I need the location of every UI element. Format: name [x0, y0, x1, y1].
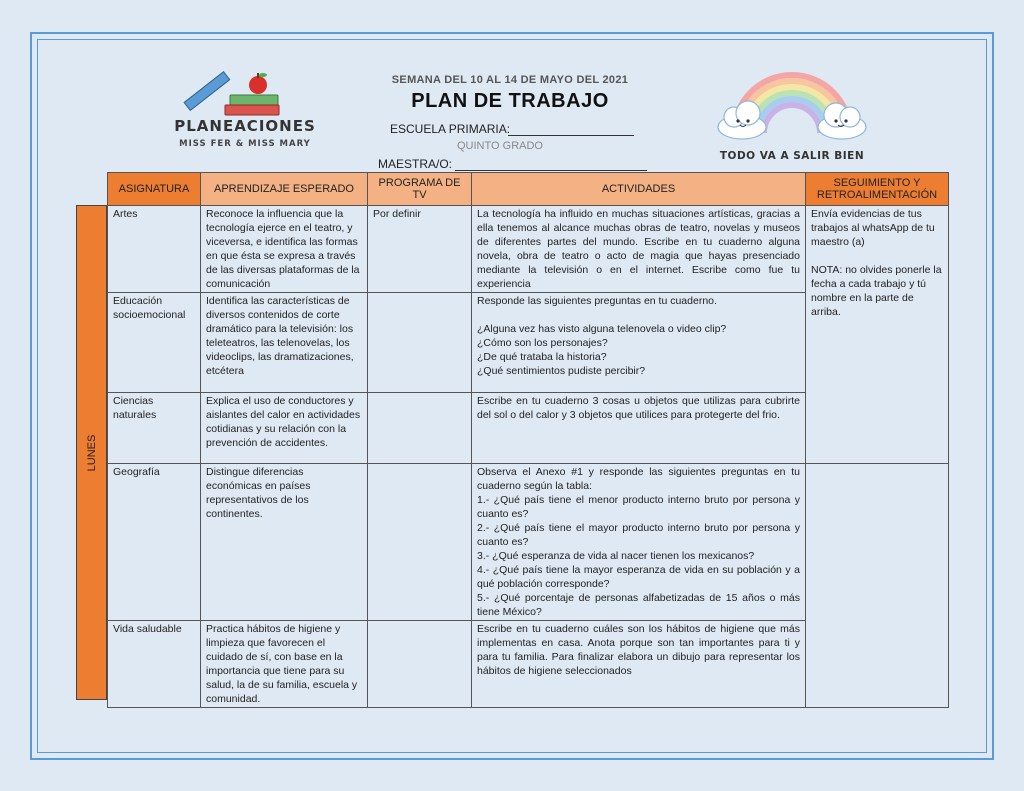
activities-intro: Observa el Anexo #1 y responde las siguientes preguntas en tu cuaderno según la tabla:	[477, 466, 800, 492]
subject-cell: Geografía	[108, 464, 201, 621]
question: 2.- ¿Qué país tiene el mayor producto interno bruto por persona y cuanto es?	[477, 522, 800, 548]
tv-cell	[368, 293, 472, 393]
question: ¿Qué sentimientos pudiste percibir?	[477, 365, 646, 377]
question: 4.- ¿Qué país tiene la mayor esperanza de vida en su población y a qué población corresponde?	[477, 564, 800, 590]
header-activities: ACTIVIDADES	[472, 173, 806, 206]
question: ¿Alguna vez has visto alguna telenovela o video clip?	[477, 323, 727, 335]
tv-cell	[368, 393, 472, 464]
header-followup: SEGUIMIENTO Y RETROALIMENTACIÓN	[806, 173, 949, 206]
tv-cell	[368, 464, 472, 621]
learning-cell: Explica el uso de conductores y aislantes del calor en actividades cotidianas y su relación con la prevención de accidentes.	[201, 393, 368, 464]
subject-cell: Ciencias naturales	[108, 393, 201, 464]
logo-subtitle: MISS FER & MISS MARY	[179, 139, 311, 149]
activities-cell: Escribe en tu cuaderno cuáles son los hábitos de higiene que más implementas en casa. Anota porque son tan importantes para ti y para tu familia. Para finalizar elabora un dibujo para representar los hábitos de higiene seleccionados	[472, 621, 806, 708]
subject-cell: Vida saludable	[108, 621, 201, 708]
learning-cell: Reconoce la influencia que la tecnología ejerce en el teatro, y viceversa, e identifica las formas en que ésta se expresa a través de las diversas plataformas de la comunicación	[201, 206, 368, 293]
activities-cell	[472, 464, 806, 621]
table-row	[108, 464, 949, 621]
tv-cell	[368, 621, 472, 708]
activities-cell: La tecnología ha influido en muchas situaciones artísticas, gracias a ella tenemos al alcance muchas obras de teatro, novelas y museos de diferentes partes del mundo. Escribe en tu cuaderno alguna novela, obra de teatro o acto de magia que hayas presenciado mediante la televisión o en el internet. Escribe como fue tu experiencia	[472, 206, 806, 293]
header-learning: APRENDIZAJE ESPERADO	[201, 173, 368, 206]
followup-empty-cell	[806, 464, 949, 708]
day-column	[76, 205, 107, 700]
followup-text: Envía evidencias de tus trabajos al whatsApp de tu maestro (a)	[811, 208, 935, 248]
question: 1.- ¿Qué país tiene el menor producto interno bruto por persona y cuanto es?	[477, 494, 800, 520]
subject-cell: Educación socioemocional	[108, 293, 201, 393]
week-range: SEMANA DEL 10 AL 14 DE MAYO DEL 2021	[391, 74, 629, 86]
activities-cell	[472, 293, 806, 393]
learning-cell: Identifica las características de diversos contenidos de corte dramático para la televisión: los teleteatros, las telenovelas, los videoclips, las dramatizaciones, etcétera	[201, 293, 368, 393]
followup-note: NOTA: no olvides ponerle la fecha a cada trabajo y tú nombre en la parte de arriba.	[811, 264, 942, 318]
learning-cell: Distingue diferencias económicas en países representativos de los continentes.	[201, 464, 368, 621]
school-blank-line	[508, 135, 634, 136]
school-label: ESCUELA PRIMARIA:	[390, 122, 511, 136]
page-title: PLAN DE TRABAJO	[411, 90, 609, 112]
logo-name: PLANEACIONES	[174, 117, 316, 135]
question: ¿Cómo son los personajes?	[477, 337, 608, 349]
question: ¿De qué trataba la historia?	[477, 351, 607, 363]
activities-intro: Responde las siguientes preguntas en tu cuaderno.	[477, 295, 717, 307]
rainbow-clouds-icon	[712, 55, 872, 150]
teacher-blank-line	[455, 170, 647, 171]
tv-cell: Por definir	[368, 206, 472, 293]
activities-cell: Escribe en tu cuaderno 3 cosas u objetos que utilizas para cubrirte del sol o del calor y 3 objetos que utilices para protegerte del frio.	[472, 393, 806, 464]
question: 5.- ¿Qué porcentaje de personas alfabetizadas de 15 años o más tiene México?	[477, 592, 800, 618]
header-tv: PROGRAMA DE TV	[368, 173, 472, 206]
motivational-text: TODO VA A SALIR BIEN	[719, 150, 865, 162]
followup-cell	[806, 206, 949, 464]
header-subject: ASIGNATURA	[108, 173, 201, 206]
learning-cell: Practica hábitos de higiene y limpieza que favorecen el cuidado de sí, con base en la importancia que tiene para su salud, la de su familia, escuela y comunidad.	[201, 621, 368, 708]
subject-cell: Artes	[108, 206, 201, 293]
question: 3.- ¿Qué esperanza de vida al nacer tienen los mexicanos?	[477, 550, 755, 562]
grade-label: QUINTO GRADO	[457, 140, 543, 152]
teacher-label: MAESTRA/O:	[378, 157, 453, 171]
table-row	[108, 206, 949, 293]
day-label: LUNES	[85, 434, 98, 471]
plan-table	[107, 172, 949, 708]
